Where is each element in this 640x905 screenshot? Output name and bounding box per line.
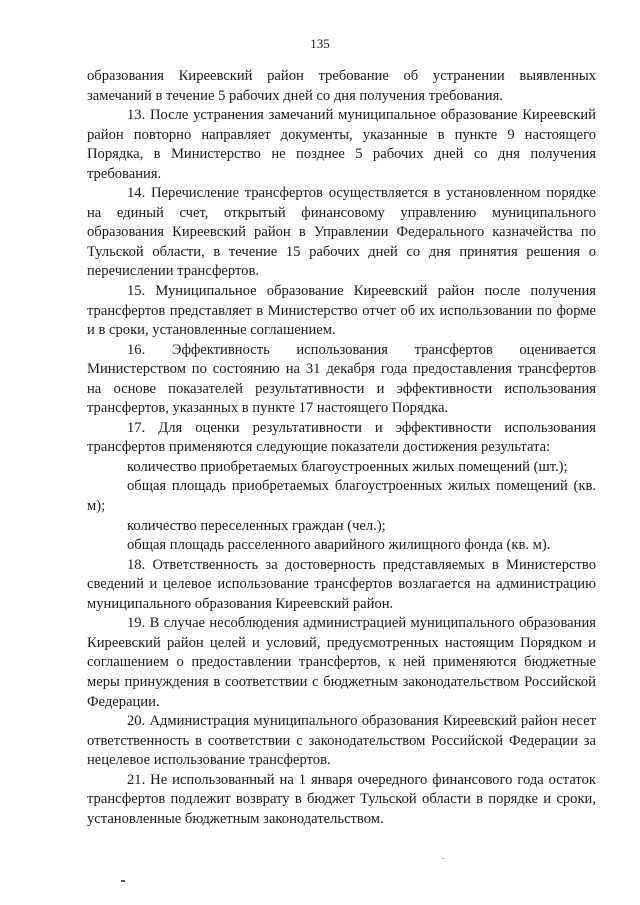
scan-speck — [121, 880, 125, 882]
paragraph-13: 13. После устранения замечаний муниципальное образование Киреевский район повторно направляет документы, указанные в пункте 9 настоящего Порядка, в Министерство не позднее 5 рабочих дней со дня получения требования. — [87, 107, 596, 182]
paragraph-14: 14. Перечисление трансфертов осуществляется в установленном порядке на единый счет, открытый финансовому управлению муниципального образования Киреевский район в Управлении Федерального казначейства по Тульской области, в течение 15 рабочих дней со дня принятия решения о перечислении трансфертов. — [87, 185, 596, 280]
page-number: 135 — [310, 36, 330, 51]
indicator-item: общая площадь расселенного аварийного жилищного фонда (кв. м). — [127, 537, 551, 554]
paragraph-15: 15. Муниципальное образование Киреевский район после получения трансфертов представляет в Министерство отчет об их использовании по форме и в сроки, установленные соглашением. — [87, 283, 596, 339]
indicator-item: общая площадь приобретаемых благоустроенных жилых помещений (кв. м); — [87, 478, 596, 515]
paragraph-19: 19. В случае несоблюдения администрацией муниципального образования Киреевский район целей и условий, предусмотренных настоящим Порядком и соглашением о предоставлении трансфертов, к ней применяются бюджетные меры принуждения в соответствии с бюджетным законодательством Российской Федерации. — [87, 615, 596, 710]
scan-speck — [442, 858, 444, 859]
paragraph-18: 18. Ответственность за достоверность представляемых в Министерство сведений и целевое использование трансфертов возлагается на администрацию муниципального образования Киреевский район. — [87, 556, 596, 612]
indicator-item: количество приобретаемых благоустроенных жилых помещений (шт.); — [127, 458, 568, 475]
document-body — [87, 67, 596, 829]
paragraph-20: 20. Администрация муниципального образования Киреевский район несет ответственность в соответствии с законодательством Российской Федерации за нецелевое использование трансфертов. — [87, 713, 596, 769]
indicator-item: количество переселенных граждан (чел.); — [127, 517, 386, 534]
paragraph-16: 16. Эффективность использования трансфертов оценивается Министерством по состоянию на 31 декабря года предоставления трансфертов на основе показателей результативности и эффективности использования трансфертов, указанных в пункте 17 настоящего Порядка. — [87, 341, 596, 417]
paragraph-21: 21. Не использованный на 1 января очередного финансового года остаток трансфертов подлежит возврату в бюджет Тульской области в порядке и сроки, установленные бюджетным законодательством. — [87, 771, 596, 827]
paragraph-continuation: образования Киреевский район требование об устранении выявленных замечаний в течение 5 рабочих дней со дня получения требования. — [87, 68, 596, 104]
paragraph-17: 17. Для оценки результативности и эффективности использования трансфертов применяются следующие показатели достижения результата: — [87, 419, 596, 456]
